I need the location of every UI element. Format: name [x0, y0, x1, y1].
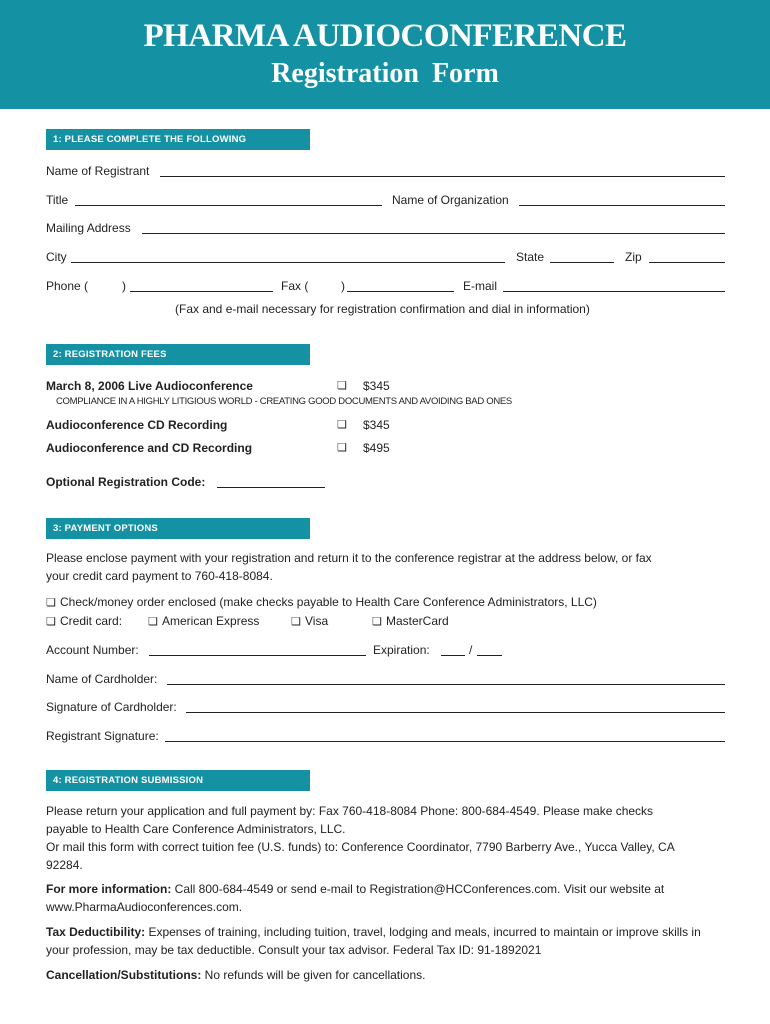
phone-close: )	[122, 279, 126, 293]
submission-line2: payable to Health Care Conference Administrators, LLC.	[46, 822, 346, 836]
more-info-line2: www.PharmaAudioconferences.com.	[46, 900, 243, 914]
cardholder-signature-field[interactable]	[186, 712, 725, 713]
registration-code-label: Optional Registration Code:	[46, 475, 206, 489]
tax-line2: your profession, may be tax deductible. Consult your tax advisor. Federal Tax ID: 91-1892021	[46, 943, 542, 957]
credit-card-label: Credit card:	[60, 614, 123, 628]
zip-label: Zip	[625, 250, 642, 264]
city-label: City	[46, 250, 67, 264]
visa-checkbox[interactable]: ❏	[291, 616, 301, 628]
section-2-heading: 2: REGISTRATION FEES	[46, 344, 310, 365]
registrant-signature-label: Registrant Signature:	[46, 729, 159, 743]
fee-cd-price: $345	[363, 418, 390, 432]
state-field[interactable]	[550, 262, 614, 263]
cardholder-name-field[interactable]	[167, 684, 725, 685]
mastercard-label: MasterCard	[386, 614, 449, 628]
name-field[interactable]	[160, 176, 725, 177]
cancellation	[46, 966, 726, 984]
registration-code-field[interactable]	[217, 487, 325, 488]
email-label: E-mail	[463, 279, 498, 293]
check-option-label: Check/money order enclosed (make checks payable to Health Care Conference Administrators, LLC)	[60, 595, 597, 609]
submission-line4: 92284.	[46, 858, 83, 872]
account-number-label: Account Number:	[46, 643, 139, 657]
submission-line1: Please return your application and full payment by: Fax 760-418-8084 Phone: 800-684-4549. Please make checks	[46, 804, 654, 818]
organization-label: Name of Organization	[392, 193, 509, 207]
payment-intro-line1: Please enclose payment with your registration and return it to the conference registrar at the address below, or fax	[46, 551, 652, 565]
mastercard-checkbox[interactable]: ❏	[372, 616, 382, 628]
check-option-checkbox[interactable]: ❏	[46, 597, 56, 609]
fee-live-topic: COMPLIANCE IN A HIGHLY LITIGIOUS WORLD - CREATING GOOD DOCUMENTS AND AVOIDING BAD ONES	[56, 396, 512, 407]
fee-both-price: $495	[363, 441, 390, 455]
cardholder-name-label: Name of Cardholder:	[46, 672, 158, 686]
submission-instructions	[46, 802, 726, 874]
fax-email-note: (Fax and e-mail necessary for registration confirmation and dial in information)	[175, 302, 590, 316]
section-3-heading: 3: PAYMENT OPTIONS	[46, 518, 310, 539]
title-label: Title	[46, 193, 69, 207]
header-banner	[0, 0, 770, 109]
fee-both-checkbox[interactable]: ❏	[337, 442, 347, 454]
fax-label: Fax (	[281, 279, 309, 293]
amex-label: American Express	[162, 614, 260, 628]
more-info	[46, 880, 726, 916]
cancellation-text: No refunds will be given for cancellations.	[201, 968, 426, 982]
fax-close: )	[341, 279, 345, 293]
phone-field[interactable]	[130, 291, 273, 292]
fee-cd-label: Audioconference CD Recording	[46, 418, 228, 432]
state-label: State	[516, 250, 545, 264]
submission-line3: Or mail this form with correct tuition fee (U.S. funds) to: Conference Coordinator, 7790 Barberry Ave., Yucca Valley, CA	[46, 840, 675, 854]
fax-field[interactable]	[347, 291, 454, 292]
payment-intro-line2: your credit card payment to 760-418-8084.	[46, 569, 273, 583]
expiration-year-field[interactable]	[477, 655, 502, 656]
fee-live-label: March 8, 2006 Live Audioconference	[46, 379, 253, 393]
zip-field[interactable]	[649, 262, 725, 263]
visa-label: Visa	[305, 614, 329, 628]
expiration-label: Expiration:	[373, 643, 430, 657]
tax-label: Tax Deductibility:	[46, 925, 146, 939]
tax-deductibility	[46, 923, 726, 959]
section-1-heading: 1: PLEASE COMPLETE THE FOLLOWING	[46, 129, 310, 150]
tax-line1: Expenses of training, including tuition, travel, lodging and meals, incurred to maintain or improve skills in	[145, 925, 701, 939]
address-field[interactable]	[142, 233, 725, 234]
form-title: PHARMA AUDIOCONFERENCE	[143, 18, 627, 54]
title-field[interactable]	[75, 205, 382, 206]
city-field[interactable]	[71, 262, 505, 263]
name-label: Name of Registrant	[46, 164, 150, 178]
form-subtitle: Registration Form	[271, 58, 499, 89]
phone-label: Phone (	[46, 279, 89, 293]
credit-card-checkbox[interactable]: ❏	[46, 616, 56, 628]
fee-live-checkbox[interactable]: ❏	[337, 380, 347, 392]
more-info-label: For more information:	[46, 882, 172, 896]
organization-field[interactable]	[519, 205, 725, 206]
expiration-separator: /	[469, 643, 473, 657]
account-number-field[interactable]	[149, 655, 366, 656]
address-label: Mailing Address	[46, 221, 131, 235]
cancellation-label: Cancellation/Substitutions:	[46, 968, 202, 982]
more-info-line1: Call 800-684-4549 or send e-mail to Registration@HCConferences.com. Visit our website at	[171, 882, 665, 896]
fee-both-label: Audioconference and CD Recording	[46, 441, 253, 455]
payment-intro	[46, 549, 726, 585]
amex-checkbox[interactable]: ❏	[148, 616, 158, 628]
fee-live-price: $345	[363, 379, 390, 393]
registrant-signature-field[interactable]	[165, 741, 725, 742]
fee-cd-checkbox[interactable]: ❏	[337, 419, 347, 431]
cardholder-signature-label: Signature of Cardholder:	[46, 700, 177, 714]
email-field[interactable]	[503, 291, 725, 292]
section-4-heading: 4: REGISTRATION SUBMISSION	[46, 770, 310, 791]
expiration-month-field[interactable]	[441, 655, 465, 656]
